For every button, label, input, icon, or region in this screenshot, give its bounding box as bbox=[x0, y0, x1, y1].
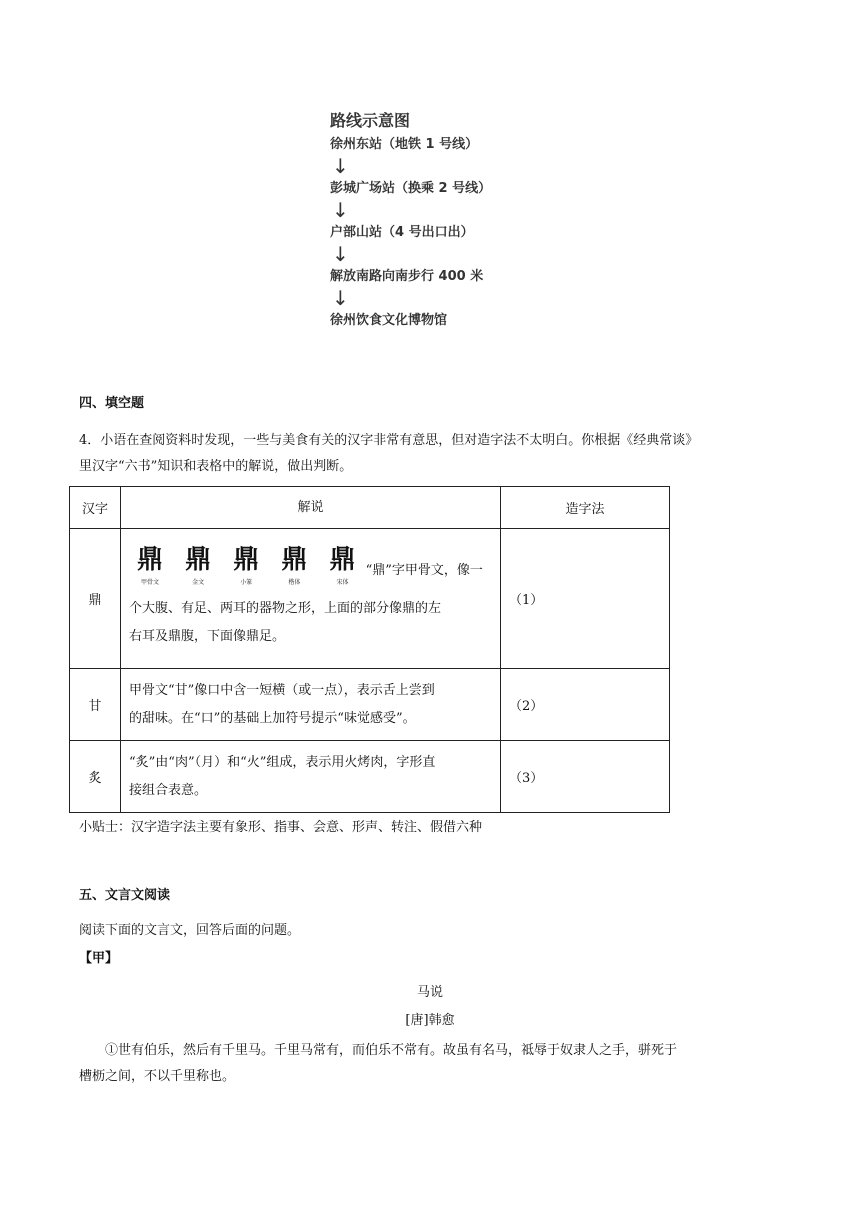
passage-line: ①世有伯乐，然后有千里马。千里马常有，而伯乐不常有。故虽有名马，祗辱于奴隶人之手，骈死于 bbox=[105, 1043, 678, 1058]
passage-title: 马说 bbox=[416, 985, 443, 1000]
passage-line: 槽枥之间，不以千里称也。 bbox=[79, 1069, 236, 1084]
explanation-text: 接组合表意。 bbox=[129, 782, 208, 798]
glyph-char: 鼎 bbox=[281, 545, 308, 575]
passage-paragraph bbox=[79, 1038, 839, 1090]
glyph-caption: 金文 bbox=[192, 579, 205, 586]
route-title: 路线示意图 bbox=[330, 111, 411, 130]
explanation-text: 甲骨文“甘”像口中含一短横（或一点），表示舌上尝到 bbox=[129, 682, 435, 698]
glyph-caption: 楷体 bbox=[288, 579, 301, 586]
passage-label: 【甲】 bbox=[79, 951, 119, 966]
explanation-text: 的甜味。在“口”的基础上加符号提示“味觉感受”。 bbox=[129, 710, 416, 726]
glyph bbox=[273, 546, 315, 587]
answer-blank[interactable]: （1） bbox=[501, 529, 670, 669]
section-heading: 四、填空题 bbox=[79, 396, 145, 411]
table-row bbox=[70, 529, 670, 669]
glyph-char: 鼎 bbox=[329, 545, 356, 575]
question-text bbox=[79, 428, 839, 480]
route-step: 户部山站（4 号出口出） bbox=[330, 225, 474, 240]
explanation-text: 右耳及鼎腹，下面像鼎足。 bbox=[129, 629, 286, 644]
question-line: 4．小语在查阅资料时发现，一些与美食有关的汉字非常有意思，但对造字法不太明白。你根据《经典常谈》 bbox=[79, 433, 699, 448]
instruction-text: 阅读下面的文言文，回答后面的问题。 bbox=[79, 923, 301, 938]
explanation-cell bbox=[121, 741, 501, 813]
tip-text: 小贴士：汉字造字法主要有象形、指事、会意、形声、转注、假借六种 bbox=[79, 820, 483, 835]
answer-blank[interactable]: （3） bbox=[501, 741, 670, 813]
explanation-cell bbox=[121, 529, 501, 669]
glyph-char: 鼎 bbox=[233, 545, 260, 575]
answer-blank[interactable]: （2） bbox=[501, 669, 670, 741]
char-cell: 鼎 bbox=[70, 529, 121, 669]
character-table bbox=[69, 486, 670, 813]
char-cell: 炙 bbox=[70, 741, 121, 813]
down-arrow-icon: ↓ bbox=[332, 198, 349, 222]
down-arrow-icon: ↓ bbox=[332, 286, 349, 310]
glyph-caption: 宋体 bbox=[336, 579, 349, 586]
route-step: 徐州饮食文化博物馆 bbox=[330, 313, 448, 328]
down-arrow-icon: ↓ bbox=[332, 242, 349, 266]
glyph bbox=[225, 546, 267, 587]
route-step: 解放南路向南步行 400 米 bbox=[330, 269, 484, 284]
glyph-char: 鼎 bbox=[185, 545, 212, 575]
glyph-caption: 小篆 bbox=[240, 579, 253, 586]
down-arrow-icon: ↓ bbox=[332, 154, 349, 178]
question-line: 里汉字“六书”知识和表格中的解说，做出判断。 bbox=[79, 459, 353, 474]
passage-author: [唐]韩愈 bbox=[405, 1013, 455, 1028]
char-cell: 甘 bbox=[70, 669, 121, 741]
table-row bbox=[70, 669, 670, 741]
explanation-text: 个大腹、有足、两耳的器物之形，上面的部分像鼎的左 bbox=[129, 601, 442, 616]
header-cell: 造字法 bbox=[501, 487, 670, 529]
route-step: 徐州东站（地铁 1 号线） bbox=[330, 137, 479, 152]
header-cell: 解说 bbox=[121, 487, 501, 529]
section-heading: 五、文言文阅读 bbox=[79, 888, 171, 903]
glyph-caption: 甲骨文 bbox=[140, 579, 159, 586]
table-row bbox=[70, 741, 670, 813]
table-header-row bbox=[70, 487, 670, 529]
explanation-text: “炙”由“肉”（月）和“火”组成，表示用火烤肉，字形直 bbox=[129, 754, 436, 770]
route-diagram bbox=[330, 108, 550, 332]
glyph bbox=[322, 546, 364, 587]
ding-glyph-evolution-image bbox=[129, 546, 366, 595]
glyph bbox=[129, 546, 171, 587]
header-cell: 汉字 bbox=[70, 487, 121, 529]
glyph bbox=[177, 546, 219, 587]
glyph-char: 鼎 bbox=[136, 545, 163, 575]
route-step: 彭城广场站（换乘 2 号线） bbox=[330, 181, 492, 196]
explanation-cell bbox=[121, 669, 501, 741]
explanation-text: “鼎”字甲骨文，像一 bbox=[365, 563, 483, 578]
